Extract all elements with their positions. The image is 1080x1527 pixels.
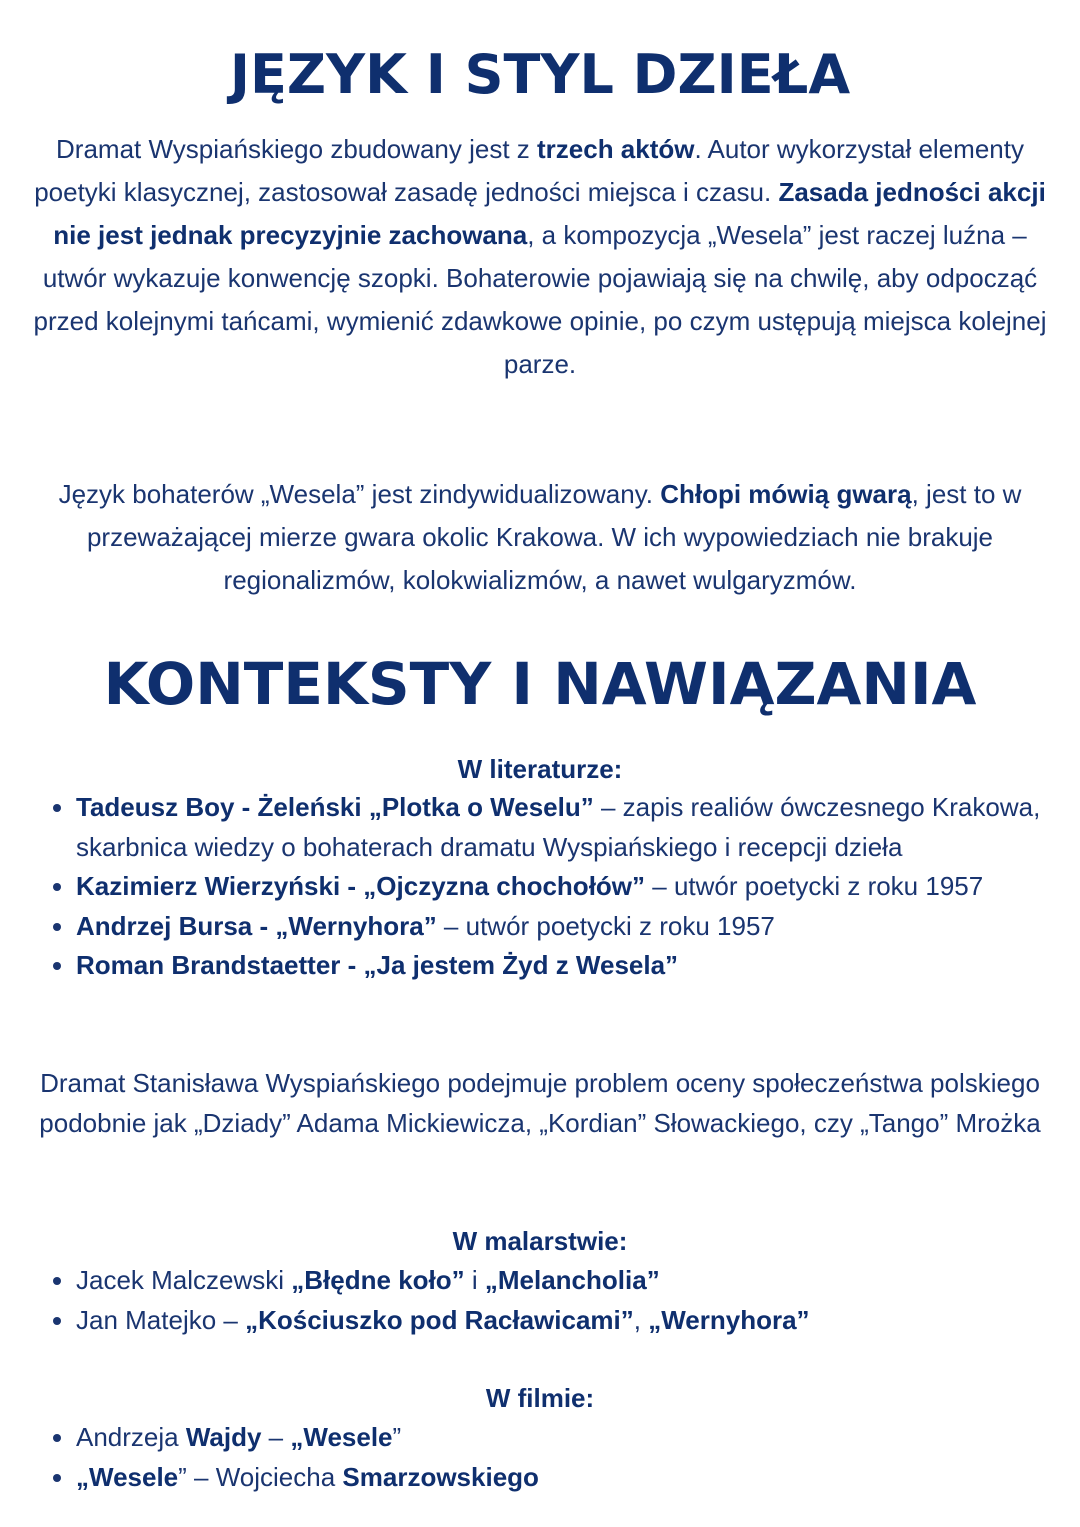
- paragraph-language: [30, 473, 1050, 602]
- painting-list: [40, 1261, 1080, 1340]
- list-item: [76, 1261, 1080, 1301]
- list-item: [76, 788, 1080, 867]
- subheading-film: W filmie:: [485, 1383, 595, 1413]
- bold-text: „Wernyhora”: [648, 1304, 810, 1335]
- text: , a kompozycja „Wesela” jest raczej luźna – utwór wykazuje konwencję szopki. Bohaterowie pojawiają się na chwilę, aby odpocząć przed kolejnymi tańcami, wymienić zdawkowe opinie, po czym ustępują miejsca kolejnej parze.: [33, 220, 1047, 379]
- bold-text: Tadeusz Boy - Żeleński „Plotka o Weselu”: [76, 792, 594, 822]
- bold-text: Wajdy: [185, 1422, 262, 1452]
- subheading-painting: W malarstwie:: [452, 1226, 628, 1256]
- bold-text: „Wesele: [290, 1422, 393, 1452]
- bold-text: Smarzowskiego: [342, 1461, 539, 1492]
- text: Dramat Wyspiańskiego zbudowany jest z: [56, 134, 537, 164]
- text: ,: [633, 1304, 649, 1335]
- text: , jest to w przeważającej mierze gwara okolic Krakowa. W ich wypowiedziach nie brakuje regionalizmów, kolokwializmów, a nawet wulgaryzmów.: [86, 479, 1022, 595]
- list-item: [76, 907, 1080, 947]
- bold-text: „Wesele: [76, 1461, 179, 1492]
- section-title-contexts: KONTEKSTY I NAWIĄZANIA: [103, 650, 977, 718]
- subheading-literature: W literaturze:: [457, 754, 623, 784]
- bold-text: trzech aktów: [537, 134, 695, 164]
- text: Dramat Stanisława Wyspiańskiego podejmuje problem oceny społeczeństwa polskiego podobnie jak „Dziady” Adama Mickiewicza, „Kordian” Słowackiego, czy „Tango” Mrożka: [39, 1068, 1041, 1138]
- text: . Autor wykorzystał elementy poetyki klasycznej, zastosował zasadę jedności miejsca i czasu.: [34, 134, 1024, 207]
- list-item: [76, 946, 1080, 986]
- paragraph-society: [30, 1063, 1050, 1143]
- text: – zapis realiów ówczesnego Krakowa, skarbnica wiedzy o bohaterach dramatu Wyspiańskiego i recepcji dzieła: [76, 792, 1041, 862]
- bold-text: Roman Brandstaetter - „Ja jestem Żyd z Wesela”: [76, 950, 679, 980]
- text: ”: [392, 1422, 402, 1452]
- bold-text: Kazimierz Wierzyński - „Ojczyzna chochołów”: [76, 871, 646, 901]
- text: – utwór poetycki z roku 1957: [436, 910, 775, 941]
- list-item: [76, 1301, 1080, 1341]
- film-list: [40, 1418, 1080, 1497]
- section-title-language-style: JĘZYK I STYL DZIEŁA: [229, 43, 851, 106]
- text: Jacek Malczewski: [76, 1265, 292, 1295]
- text: Jan Matejko –: [76, 1304, 246, 1335]
- list-item: [76, 1458, 1080, 1498]
- text: Andrzeja: [76, 1422, 186, 1452]
- bold-text: Zasada jedności akcji nie jest jednak precyzyjnie zachowana: [53, 177, 1046, 250]
- list-item: [76, 1418, 1080, 1458]
- text: ” – Wojciecha: [178, 1461, 343, 1492]
- list-item: [76, 867, 1080, 907]
- bold-text: „Melancholia”: [484, 1265, 660, 1295]
- text: – utwór poetycki z roku 1957: [645, 871, 984, 901]
- bold-text: Andrzej Bursa - „Wernyhora”: [76, 910, 437, 941]
- bold-text: „Kościuszko pod Racławicami”: [245, 1304, 634, 1335]
- text: i: [464, 1265, 485, 1295]
- literature-list: [40, 788, 1080, 986]
- text: –: [261, 1422, 291, 1452]
- bold-text: Chłopi mówią gwarą: [660, 479, 912, 509]
- bold-text: „Błędne koło”: [291, 1265, 465, 1295]
- paragraph-composition: [30, 128, 1050, 386]
- text: Język bohaterów „Wesela” jest zindywidualizowany.: [58, 479, 661, 509]
